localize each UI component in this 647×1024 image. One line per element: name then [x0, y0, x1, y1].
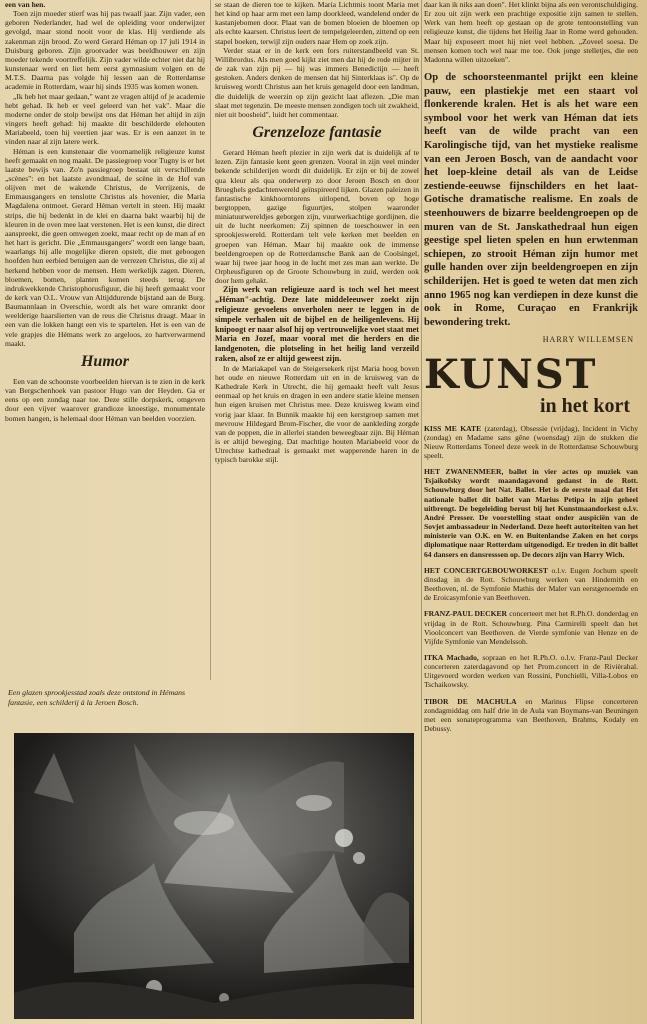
subheading-humor: Humor [80, 352, 129, 370]
photo-caption: Een glazen sprookjesstad zoals deze ontstond in Hémans fantasie, een schilderij à la Jeroen Bosch. [8, 688, 186, 707]
column-rule [421, 0, 422, 1024]
section-title-kunst: KUNST [424, 350, 598, 398]
news-item-lead: HET CONCERTGEBOUWORKEST [424, 565, 548, 575]
article-column-3 [424, 0, 638, 1024]
article-paragraph: daar kan ik niks aan doen". Het klinkt bijna als een verontschuldiging. Er zou uit zijn werk een prachtige expositie zijn samen te stellen. Werk van hem heeft op gestaan op de grote tentoonstelling van religieuze kunst, die tijdens het Heilig Jaar in Rome werd gehouden. Maar hij exposeert moet hij niet veel hebben. „Zoveel soesa. De mensen komen toch wel naar me toe. Ook jonge stelletjes, die een Madonna willen uitzoeken". [424, 0, 638, 64]
article-paragraph: Verder staat er in de kerk een fors ruiterstandbeeld van St. Willibrordus. Als men goed kijkt ziet men dat hij de rode mijter in de zak van zijn pij — hij was immers Benedictijn — heeft gestoken. Anders denken de mensen dat hij Sinterklaas is". Op de kruisweg wordt Christus aan het kruis genageld door een landman, die duidelijk de weerzin op zijn gezicht laat aflezen. „Die man slaat met tegenzin. De meeste mensen zondigen toch uit zwakheid, niet uit boosheid", luidt het commentaar. [215, 45, 419, 119]
article-column-2 [215, 0, 419, 1024]
news-item-text: ballet in vier actes op muziek van Tsjaikofsky wordt maandagavond gedanst in de Rott. Schouwburg door het Nat. Ballet. Het is de eerste maal dat Het nationale ballet dit ballet van Marius Petipa in zijn geheel uitbrengt. De begeleiding berust bij het Kunstmaandorkest o.l.v. André Presser. De voorstelling staat onder auspiciën van de Sovjet ambassadeur in Nederland. Deze heeft autoriteiten van het ministerie van O.K. en W. en Buitenlandse Zaken en het corps diplomatique naar Rotterdam uitgenodigd. Er treden in dit ballet 64 dansers en dansresssen op. De decors zijn van Harry Wich. [424, 467, 638, 559]
news-item-lead: FRANZ-PAUL DECKER [424, 609, 508, 619]
section-subtitle-in-het-kort: in het kort [540, 394, 630, 417]
news-item [424, 467, 638, 559]
news-item-text: o.l.v. Eugen Jochum speelt dinsdag in de Rott. Schouwburg werken van Hindemith en Beethoven, nl. de Symfonie Mathis der Maler van eerstgenoemde en de Eroicasymfonie van Beethoven. [424, 565, 638, 603]
article-paragraph: Gerard Héman heeft plezier in zijn werk dat is duidelijk af te lezen. Zijn fantasie kent geen grenzen. Vooral in zijn veel minder bekende schilderijen wordt dit duidelijk. Er zijn er bij de zowel qua kleur als qua onderwerp zo door Jeroen Bosch en door Brueghels gedachtenwereld geïnspireerd lijken. Glazen paleizen in fantastische kinkhoorntorens uitlopend, boven op hoge bergtoppen, gazige figuurtjes, stolpen waaronder miniatuurwereldjes geborgen zijn, vuurwerkachtige gordijnen, die uit de lucht neerkomen: Zij spinnen de toeschouwer in een sprookjeswereld. Rotterdam telt vele kerken met beelden en groepen van Héman. Maar hij maakte ook de immense beeldengroepen op de Rotterdamsche Bank aan de Coolsingel, waar hij twee jaar hoog in de lucht met zes man aan werkte. De Orpheusfiguren op de Groote Schouwburg in zuid, werden ook door hem gehakt. [215, 148, 419, 286]
article-top-line: een van hen. [5, 0, 46, 9]
article-column-1 [5, 0, 205, 682]
article-bold-paragraph: Zijn werk van religieuze aard is toch wel het meest „Héman"-achtig. Deze late middeleeuwer zoekt zijn religieuze gevoelens onverholen neer te leggen in de simpele verhalen uit de bijbel en de heiligenlevens. Hij knipoogt er naar alsof hij op vertrouwelijke voet staat met Maria en Jozef, maar vooral met die herders en die landgenoten, die plotseling in het heilig land verzeild raken, alsof ze er altijd geweest zijn. [215, 285, 419, 363]
news-item [424, 697, 638, 734]
news-item-lead: ITKA Machado, [424, 652, 479, 662]
news-item [424, 609, 638, 646]
news-item [424, 566, 638, 603]
subheading-grenzeloze-fantasie: Grenzeloze fantasie [252, 124, 382, 142]
article-paragraph: Toen zijn moeder stierf was hij pas twaalf jaar. Zijn vader, een geboren Nederlander, had wel de opleiding voor onderwijzer gevolgd, maar stond nooit voor de klas. Hij verdiende als zakenman zijn brood. Zo werd Gerard Héman op 17 juli 1914 in Duisburg geboren. Zijn grootvader was beeldhouwer en zijn moeder tekende voortreffelijk. Zijn vader wilde echter niet dat hij kunstenaar werd en liet hem eerst gymnasium volgen en de M.T.S. Daarna pas volgde hij lessen aan de Rotterdamse academie in Rotterdam, waar hij sinds 1935 was komen wonen. [5, 9, 205, 92]
news-item-text: en Marinus Flipse concerteren zondagmiddag om half drie in de Aula van Boymans-van Beuningen met een sonateprogramma van Beethoven, Brahms, Kodaly en Debussy. [424, 696, 638, 734]
news-item-text: concerteert met het R.Ph.O. donderdag en vrijdag in de Rott. Schouwburg. Pina Carmirelli speelt dan het Vioolconcert van Beethoven. de Vierde symfonie van Henze en de Vijfde Symfonie van Mendelssoh. [424, 609, 638, 646]
news-item [424, 424, 638, 461]
news-item-lead: TIBOR DE MACHULA [424, 696, 517, 706]
news-item-lead: HET ZWANENMEER, [424, 467, 504, 477]
article-paragraph: Héman is een kunstenaar die voornamelijk religieuze kunst heeft gemaakt en nog maakt. De passiegroep voor Tugny is er het laatste bewijs van. Zo'n passiegroep bestaat uit verschillende „scènes": en het laatste avondmaal, de scène in de Hof van olijven met de wakende Christus, de Verrijzenis, de Emmausgangers en tenslotte Christus als hovenier, die Maria Magdalena ontmoet. Gerard Héman vertelt in steen. Hij maakt strips, die hij bedenkt in de klei en daarna bakt waarbij hij de kleuren in de oven mee laat verstenen. Het is een kunst, die direct aanspreekt, die geen omwegen zoekt, maar recht op de man af en het hart is gericht. Die „Emmausgangers" wordt een lange baan, waarlangs hij alle mogelijke dieren opstelt, die met geboogen hoofden hun eerbied betuigen aan de verrezen Christus, die zij al herkend hebben voor de mensen. Hem werkelijk zagen. Dieren, bloemen, bomen, planten komen steeds terug. De indrukwekkende Christophorusfiguur, die hij heeft gemaakt voor de kerk van O.L. Vrouw van Altijddurende bijstand aan de Burg. Baumannlaan in Overschie, wordt als het ware omrankt door weelderige haarslierten van de reus die Christus draagt. Maar in een van die lokken hangt een vis te spartelen. Het is een van de vele grapjes die Hémans werk zo argeloos, zo hartverwarmend maakt. [5, 146, 205, 348]
column-rule [210, 0, 211, 680]
news-item [424, 653, 638, 690]
news-item-lead: KISS ME KATE [424, 423, 482, 433]
news-item-text: (zaterdag), Obsessie (vrijdag), Incident in Vichy (zondag) en Madame sans gêne (woensdag) zijn de stukken die Nieuw Rotterdams Toneel deze week in de Rotterdamse Schouwburg speelt. [424, 423, 638, 460]
article-paragraph: „Ik heb het maar gedaan," want ze vragen altijd of je academie hebt gehad. Ik heb er veel geleerd van het vak". Maar die moderne onder de stolp bewijst ons dat Héman het altijd in zijn vingers heeft gehad: hij maakte dit beschilderde elehouten Mariabeeld, toen hij veertien jaar was. Er is een aanzet in te vinden naar al zijn latere werk. [5, 91, 205, 147]
article-big-paragraph: Op de schoorsteenmantel prijkt een kleine pauw, een plastiekje met een staart vol flonkerende kralen. Het is als het ware een symbool voor het werk van Héman dat iets heeft van de wilde pracht van een Karolingische tijd, van het mystieke realisme van een Jeroen Bosch, van de aandacht voor het loep-kleine detail als van de Leidse zestiende-eeuwse fijnschilders en het laat-Gotische dramatische realisme. En zoals de steenhouwers de bizarre beeldengroepen op de muren van de St. Janskathedraal hun eigen geestige spel lieten spelen en hun erwtenman schiepen, zo strooit Héman zijn humor met gulle handen over zijn beeldengroepen en zijn schilderijen. Het is goed te weten dat men zich anno 1965 nog kan verdiepen in deze kunst die ook in Rome, Curaçao en Frankrijk bewondering trekt. [424, 72, 638, 328]
article-paragraph: Een van de schoonste voorbeelden hiervan is te zien in de kerk van Bergschenhoek van pastoor Hugo van der Heyden. Ga er eens op een zondag naar toe. Deze stille dorpskerk, omgeven door een vijver waarover grandioze knoestige, monumentale bomen hangen, is helemaal door Héman van beelden voorzien. [5, 376, 205, 423]
author-signature: HARRY WILLEMSEN [542, 335, 634, 345]
news-item-text: sopraan en het R.Ph.O. o.l.v. Franz-Paul Decker concerteren zaterdagavond op het Prom.concert in de Rivièrahal. Uitgevoerd worden werken van Rossini, Ponchielli, Villa-Lobos en Tschaikowsky. [424, 652, 638, 690]
article-paragraph: se staan de dieren toe te kijken. Maria Lichtmis toont Maria met het kind op haar arm met een lamp doorkleed, wandelend onder de kastanjebomen door. Plaat van de bomen bloeien de bloemen op als echte kaarsen. Christus leert de tempelgeleerden, zittend op een stapel boeken, terwijl zijn ouders naar Hem op zoek zijn. [215, 0, 419, 46]
article-paragraph: In de Mariakapel van de Steigersekerk rijst Maria hoog boven het oude en nieuwe Rotterdam uit en in de kruisweg van de Kathedrale Kerk in Utrecht, die hij gemaakt heeft valt Jesus eenmaal op het kruis en dragen in een andere statie kleine mensen hun eigen kruisen met Christus mee. Deze kruisweg kwam eind vorig jaar klaar. In Bunnik maakte hij een kerstgroep samen met mevrouw Hildegard Brom-Fischer, die voor de aankleding zorgde van de poppen, die in allerlei standen beweegbaar zijn. Bij Héman is er altijd beweging. Dat machtige houten Mariabeeld voor de Utrechtse kathedraal is gemaakt met wapperende haren in de typisch barokke stijl. [215, 363, 419, 465]
